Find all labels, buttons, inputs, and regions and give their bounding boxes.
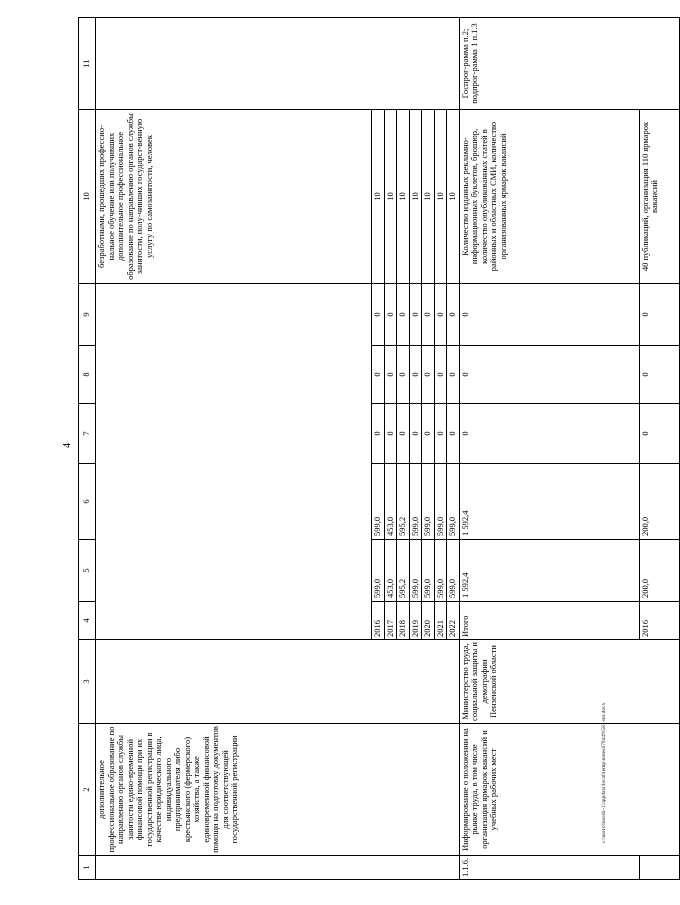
value-cell: 0 — [397, 346, 410, 404]
program-reference: Госпрог-рамма п.2; подпрог-рамма 1 п.1.3 — [459, 18, 679, 110]
value-cell: 453,0 — [384, 540, 397, 602]
indicator-value: 10 — [409, 110, 422, 284]
value-cell: 0 — [372, 404, 385, 464]
value-cell: 0 — [434, 404, 447, 464]
value-cell: 599,0 — [434, 540, 447, 602]
value-cell: 0 — [409, 284, 422, 346]
indicator-text: Количество изданных рекламно-информационных буклетов, брошюр, количество опубликованных статей в районных и областных СМИ, количество организованных ярмарок вакансий — [459, 110, 639, 284]
value-cell: 0 — [447, 346, 460, 404]
indicator-value: 10 — [434, 110, 447, 284]
header-row — [79, 18, 96, 880]
header-cell: 2 — [79, 724, 96, 856]
value-cell: 0 — [639, 346, 679, 404]
value-cell: 595,2 — [397, 464, 410, 540]
value-cell: 200,0 — [639, 464, 679, 540]
indicator-value: 40 публикаций, организация 110 ярмарок вакансий — [639, 110, 679, 284]
year-cell: 2020 — [422, 602, 435, 640]
value-cell: 0 — [372, 284, 385, 346]
value-cell: 1 592,4 — [459, 540, 639, 602]
file-path-footer: c:\users\biorsh~1\appdata\local\temp\notes879449\581-пп.docx — [601, 702, 607, 843]
year-cell: 2018 — [397, 602, 410, 640]
value-cell: 599,0 — [372, 464, 385, 540]
value-cell: 599,0 — [447, 540, 460, 602]
value-cell: 0 — [397, 404, 410, 464]
header-cell: 7 — [79, 404, 96, 464]
program-activities-table — [78, 17, 680, 880]
total-label: Итого — [459, 602, 639, 640]
year-cell: 2017 — [384, 602, 397, 640]
indicator-text: безработными, прошедших профессио-нальное обучение или получивших дополнительное профессиональное образование по направлению органов службы занятости, полу-чивших государст-венную услугу по самозанятости, человек — [96, 110, 372, 284]
value-cell: 0 — [434, 346, 447, 404]
activity-description: Информирование о положении на рынке труда, в том числе организация ярмарок вакансий и учебных рабочих мест — [459, 724, 679, 856]
value-cell: 0 — [422, 284, 435, 346]
header-cell: 9 — [79, 284, 96, 346]
value-cell: 0 — [384, 284, 397, 346]
value-cell: 599,0 — [409, 464, 422, 540]
header-cell: 3 — [79, 640, 96, 724]
header-cell: 1 — [79, 856, 96, 880]
value-cell: 0 — [459, 346, 639, 404]
header-cell: 11 — [79, 18, 96, 110]
value-cell: 0 — [434, 284, 447, 346]
value-cell: 595,2 — [397, 540, 410, 602]
year-cell: 2021 — [434, 602, 447, 640]
executor: Министерство труда, социальной защиты и демографии Пензенской области — [459, 640, 679, 724]
value-cell: 0 — [639, 404, 679, 464]
value-cell: 0 — [409, 346, 422, 404]
value-cell: 599,0 — [434, 464, 447, 540]
indicator-value: 10 — [447, 110, 460, 284]
page-number: 4 — [62, 443, 73, 448]
header-cell: 4 — [79, 602, 96, 640]
value-cell: 0 — [459, 284, 639, 346]
year-cell: 2019 — [409, 602, 422, 640]
indicator-value: 10 — [384, 110, 397, 284]
value-cell: 0 — [409, 404, 422, 464]
value-cell: 0 — [422, 346, 435, 404]
value-cell: 0 — [384, 404, 397, 464]
value-cell: 599,0 — [422, 540, 435, 602]
indicator-value: 10 — [372, 110, 385, 284]
year-cell: 2022 — [447, 602, 460, 640]
value-cell: 1 592,4 — [459, 464, 639, 540]
year-cell: 2016 — [372, 602, 385, 640]
value-cell: 0 — [447, 284, 460, 346]
header-cell: 5 — [79, 540, 96, 602]
value-cell: 0 — [384, 346, 397, 404]
activity-number: 1.1.6. — [459, 856, 639, 880]
value-cell: 0 — [459, 404, 639, 464]
year-cell: 2016 — [639, 602, 679, 640]
activity-description: дополнительное профессиональное образование по направлению органов службы занятости едино-временной финансовой помощи при их государственной регистрации в качестве юридического лица, индивидуального предпринимателя либо крестьянского (фермерского) хозяйства, а также единовременной финансовой помощи на подготовку документов для соответствующей государственной регистрации — [96, 724, 460, 856]
table-row — [459, 18, 639, 880]
table-row — [96, 18, 372, 880]
indicator-value: 10 — [422, 110, 435, 284]
value-cell: 0 — [397, 284, 410, 346]
value-cell: 599,0 — [372, 540, 385, 602]
value-cell: 599,0 — [422, 464, 435, 540]
header-cell: 10 — [79, 110, 96, 284]
value-cell: 453,0 — [384, 464, 397, 540]
value-cell: 0 — [447, 404, 460, 464]
indicator-value: 10 — [397, 110, 410, 284]
value-cell: 0 — [372, 346, 385, 404]
header-cell: 6 — [79, 464, 96, 540]
value-cell: 599,0 — [409, 540, 422, 602]
value-cell: 0 — [422, 404, 435, 464]
header-cell: 8 — [79, 346, 96, 404]
value-cell: 0 — [639, 284, 679, 346]
value-cell: 599,0 — [447, 464, 460, 540]
value-cell: 200,0 — [639, 540, 679, 602]
